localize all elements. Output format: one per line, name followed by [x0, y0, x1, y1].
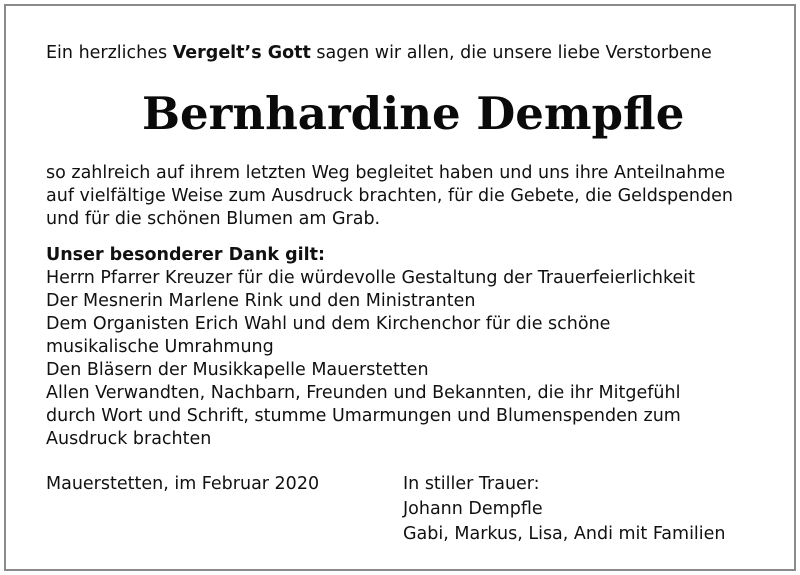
paragraph-line-2: auf vielfältige Weise zum Ausdruck brachten, für die Gebete, die Geldspenden	[46, 186, 733, 206]
thanks-line-7: durch Wort und Schrift, stumme Umarmungen und Blumenspenden zum	[46, 406, 681, 426]
paragraph-line-3: und für die schönen Blumen am Grab.	[46, 209, 381, 229]
notice-frame	[4, 4, 796, 571]
paragraph-line-1: so zahlreich auf ihrem letzten Weg begleitet haben und uns ihre Anteilnahme	[46, 163, 726, 183]
place-date: Mauerstetten, im Februar 2020	[46, 474, 320, 494]
intro-line	[46, 42, 712, 64]
thanks-line-8: Ausdruck brachten	[46, 429, 212, 449]
thanks-line-3: Dem Organisten Erich Wahl und dem Kirchenchor für die schöne	[46, 314, 611, 334]
deceased-name: Bernhardine Dempfle	[142, 87, 685, 140]
mourning-label: In stiller Trauer:	[403, 474, 540, 494]
intro-text-before: Ein herzliches	[46, 43, 173, 63]
thanks-line-1: Herrn Pfarrer Kreuzer für die würdevolle Gestaltung der Trauerfeierlichkeit	[46, 268, 695, 288]
thanks-line-4: musikalische Umrahmung	[46, 337, 274, 357]
mourner-name-1: Johann Dempfle	[403, 499, 543, 519]
thanks-line-2: Der Mesnerin Marlene Rink und den Ministranten	[46, 291, 476, 311]
mourner-name-2: Gabi, Markus, Lisa, Andi mit Familien	[403, 524, 726, 544]
intro-text-after: sagen wir allen, die unsere liebe Verstorbene	[310, 43, 712, 63]
thanks-heading: Unser besonderer Dank gilt:	[46, 245, 326, 265]
thanks-line-5: Den Bläsern der Musikkapelle Mauerstetten	[46, 360, 429, 380]
intro-text-bold: Vergelt’s Gott	[172, 43, 311, 63]
thanks-line-6: Allen Verwandten, Nachbarn, Freunden und Bekannten, die ihr Mitgefühl	[46, 383, 681, 403]
